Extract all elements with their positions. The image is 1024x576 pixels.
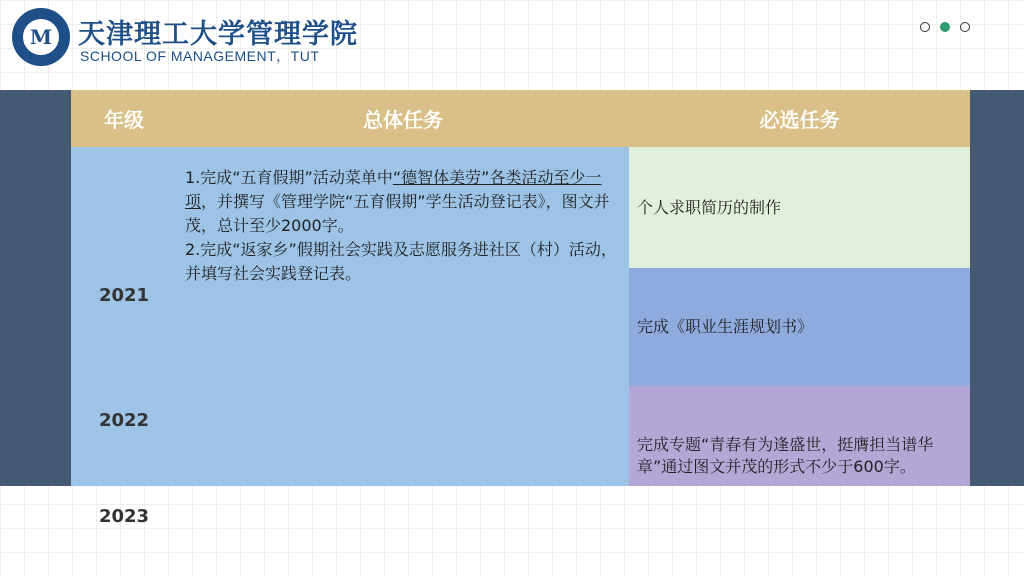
total-task-item-1: 1.完成“五育假期”活动菜单中“德智体美劳”各类活动至少一项，并撰写《管理学院“五育假期”学生活动登记表》，图文并茂，总计至少2000字。 xyxy=(185,168,610,235)
header-total-task: 总体任务 xyxy=(177,90,629,147)
university-seal-logo: M xyxy=(12,8,70,66)
year-2022: 2022 xyxy=(98,410,150,431)
school-name-cn: 天津理工大学管理学院 xyxy=(78,19,358,50)
required-task-2022: 完成《职业生涯规划书》 xyxy=(629,268,970,386)
required-task-2023: 完成专题“青春有为逢盛世，挺膺担当谱华章”通过图文并茂的形式不少于600字。 xyxy=(629,386,970,486)
pagination-dot-active[interactable] xyxy=(940,22,950,32)
task-table xyxy=(71,90,970,527)
year-2021: 2021 xyxy=(98,285,150,306)
pagination-dot[interactable] xyxy=(960,22,970,32)
year-2023: 2023 xyxy=(98,506,150,527)
total-task-text xyxy=(185,166,625,286)
header-grade: 年级 xyxy=(71,90,177,147)
underlined-activity-requirement: “德智体美劳”各类活动至少一项 xyxy=(185,168,602,211)
header-required-task: 必选任务 xyxy=(629,90,970,147)
required-task-2021: 个人求职简历的制作 xyxy=(629,147,970,268)
total-task-item-2: 2.完成“返家乡”假期社会实践及志愿服务进社区（村）活动，并填写社会实践登记表。 xyxy=(185,240,617,283)
page-header xyxy=(0,0,1024,88)
pagination-dot[interactable] xyxy=(920,22,930,32)
slide-pagination xyxy=(920,22,970,32)
school-name-en: SCHOOL OF MANAGEMENT，TUT xyxy=(80,48,320,64)
